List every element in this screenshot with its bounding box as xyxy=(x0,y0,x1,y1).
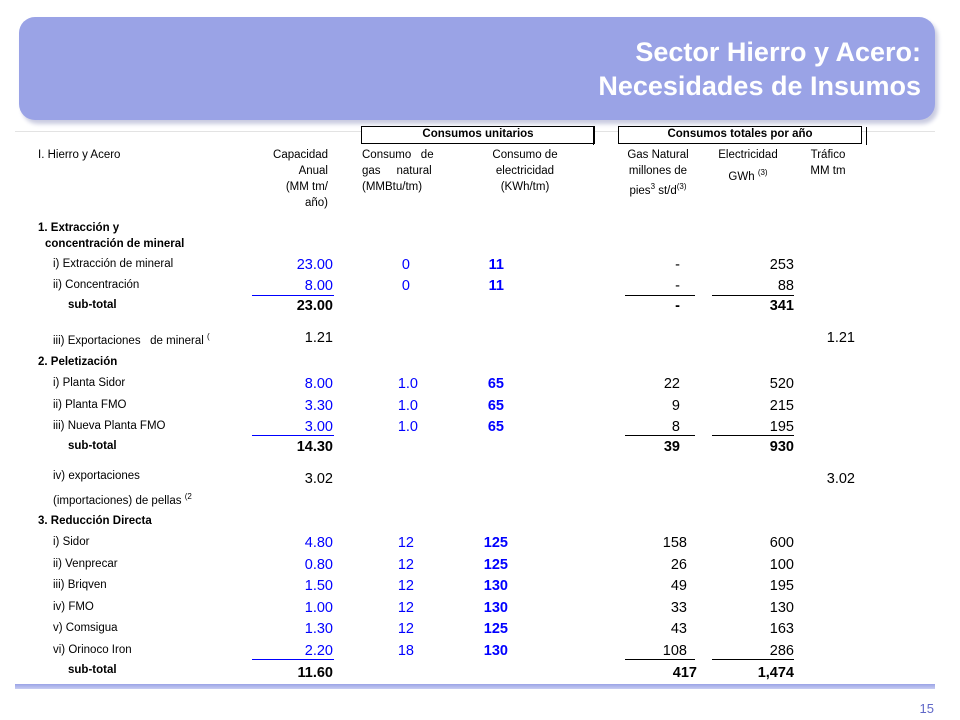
col-header-gas-natural: Gas Natural millones de pies$^3$ $st/d^{(3)}$ xyxy=(627,149,689,197)
section-header: I. Hierro y Acero xyxy=(38,149,121,161)
subtotal-rule xyxy=(625,435,695,436)
col-header-consumo-electricidad: Consumo de electricidad (KWh/tm) xyxy=(492,149,558,193)
col-header-consumo-gas: Consumo de gas natural (MMBtu/tm) xyxy=(362,149,434,193)
section-title: concentración de mineral xyxy=(45,238,185,250)
subtotal-rule xyxy=(712,435,794,436)
col-header-capacidad: Capacidad Anual (MM tm/ año) xyxy=(273,149,328,209)
section-title: 1. Extracción y xyxy=(38,222,120,234)
subtotal-rule xyxy=(712,295,794,296)
section-title: 2. Peletización xyxy=(38,356,118,368)
group-divider xyxy=(593,127,594,145)
subtotal-rule xyxy=(252,659,334,660)
page-title-line-1: Sector Hierro y Acero: xyxy=(635,37,921,67)
page-title-line-2: Necesidades de Insumos xyxy=(598,71,921,101)
subtotal-rule xyxy=(252,295,334,296)
subtotal-rule xyxy=(712,659,794,660)
col-header-trafico: Tráfico MM tm xyxy=(810,149,846,177)
subtotal-rule xyxy=(625,659,695,660)
page-number: 15 xyxy=(919,701,934,716)
footer-bar xyxy=(15,684,935,689)
col-header-electricidad: Electricidad GWh $^{(3)}$ xyxy=(718,149,778,183)
section-title: 3. Reducción Directa xyxy=(38,515,152,527)
subtotal-rule xyxy=(252,435,334,436)
title-banner xyxy=(19,17,935,120)
group-consumos-totales: Consumos totales por año xyxy=(618,126,862,144)
group-divider xyxy=(866,127,867,145)
subtotal-rule xyxy=(625,295,695,296)
group-consumos-unitarios: Consumos unitarios xyxy=(361,126,595,144)
